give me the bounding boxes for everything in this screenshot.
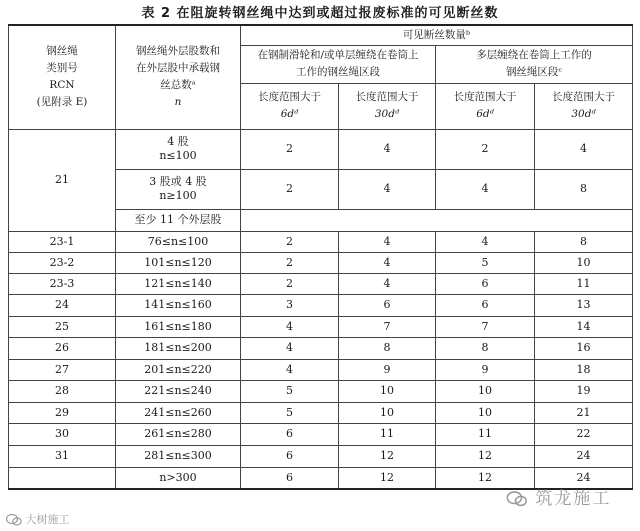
cell-value: 6: [241, 445, 339, 467]
cell-value: 13: [535, 294, 633, 316]
cell-value: 4: [339, 129, 436, 169]
cell-value: 10: [436, 380, 535, 402]
cell-value: 5: [436, 252, 535, 273]
cell-value: 6: [436, 294, 535, 316]
table-row: [9, 359, 633, 380]
table-row: [9, 316, 633, 337]
cell-strand-count: 161≤n≤180: [116, 316, 241, 337]
watermark-right: [506, 484, 611, 509]
cell-value: 8: [535, 169, 633, 209]
cell-value: 11: [339, 423, 436, 445]
cell-value: 4: [339, 252, 436, 273]
cell-strand-count: 181≤n≤200: [116, 337, 241, 359]
cell-value: 10: [436, 402, 535, 423]
cell-strand-count: 至少 11 个外层股: [116, 209, 241, 231]
cell-value: 2: [241, 252, 339, 273]
cell-value: 2: [241, 129, 339, 169]
cell-value: 8: [535, 231, 633, 252]
cell-rcn: 25: [9, 316, 116, 337]
cell-value: 6: [241, 423, 339, 445]
cell-strand-count: 221≤n≤240: [116, 380, 241, 402]
cell-rcn: 31: [9, 445, 116, 467]
cell-strand-count: 141≤n≤160: [116, 294, 241, 316]
cell-value: 6: [339, 294, 436, 316]
cell-rcn: 21: [9, 129, 116, 231]
header-group-single-layer: 在钢制滑轮和/或单层缠绕在卷筒上 工作的钢丝绳区段: [241, 45, 436, 83]
chat-bubble-icon: [506, 490, 528, 508]
watermark-left: [6, 511, 70, 527]
cell-value: 4: [339, 273, 436, 294]
cell-value: 11: [535, 273, 633, 294]
header-group-multi-layer: 多层缠绕在卷筒上工作的 钢丝绳区段ᶜ: [436, 45, 633, 83]
cell-value: 10: [339, 402, 436, 423]
cell-strand-count: 261≤n≤280: [116, 423, 241, 445]
chat-bubble-icon: [6, 513, 22, 527]
cell-value: 4: [436, 231, 535, 252]
table-row: [9, 402, 633, 423]
header-sub-6d-1: 长度范围大于 6dᵈ: [241, 83, 339, 129]
cell-rcn: 29: [9, 402, 116, 423]
cell-value: 9: [339, 359, 436, 380]
cell-value: 16: [535, 337, 633, 359]
header-sub-6d-2: 长度范围大于 6dᵈ: [436, 83, 535, 129]
cell-value: 24: [535, 445, 633, 467]
broken-wire-table: [8, 24, 633, 490]
watermark-right-text: 筑龙施工: [535, 489, 612, 509]
cell-value: 9: [436, 359, 535, 380]
cell-value: 19: [535, 380, 633, 402]
cell-rcn: 24: [9, 294, 116, 316]
cell-value: 4: [339, 169, 436, 209]
table-row: [9, 231, 633, 252]
cell-value: 6: [436, 273, 535, 294]
cell-rcn: 23-3: [9, 273, 116, 294]
cell-value: 4: [241, 359, 339, 380]
table-row: [9, 380, 633, 402]
cell-rcn: 23-2: [9, 252, 116, 273]
cell-strand-count: 4 股 n≤100: [116, 129, 241, 169]
cell-value: 6: [241, 467, 339, 489]
table-row: [9, 252, 633, 273]
cell-value: 12: [436, 467, 535, 489]
cell-value: 4: [535, 129, 633, 169]
cell-rcn: 26: [9, 337, 116, 359]
cell-value: 2: [436, 129, 535, 169]
cell-strand-count: 121≤n≤140: [116, 273, 241, 294]
cell-value: 8: [436, 337, 535, 359]
cell-value: 22: [535, 423, 633, 445]
cell-rcn: 28: [9, 380, 116, 402]
cell-value: 21: [535, 402, 633, 423]
cell-strand-count: 281≤n≤300: [116, 445, 241, 467]
cell-strand-count: 201≤n≤220: [116, 359, 241, 380]
watermark-left-text: 大树施工: [25, 513, 70, 526]
cell-strand-count: 241≤n≤260: [116, 402, 241, 423]
cell-value: 7: [436, 316, 535, 337]
cell-value: 12: [339, 467, 436, 489]
table-row: [9, 423, 633, 445]
cell-value: 4: [339, 231, 436, 252]
cell-strand-count: 101≤n≤120: [116, 252, 241, 273]
cell-value: 11: [436, 423, 535, 445]
cell-value: 12: [436, 445, 535, 467]
cell-value: 14: [535, 316, 633, 337]
cell-value: 3: [241, 294, 339, 316]
cell-value: 5: [241, 380, 339, 402]
cell-empty: [241, 209, 633, 231]
cell-value: 2: [241, 273, 339, 294]
cell-value: 2: [241, 231, 339, 252]
cell-value: 18: [535, 359, 633, 380]
header-strand-count: 钢丝绳外层股数和 在外层股中承载钢 丝总数ᵃ n: [116, 25, 241, 129]
cell-strand-count: n>300: [116, 467, 241, 489]
header-sub-30d-2: 长度范围大于 30dᵈ: [535, 83, 633, 129]
table-title: 表 2 在阻旋转钢丝绳中达到或超过报废标准的可见断丝数: [141, 6, 499, 21]
table-row: [9, 294, 633, 316]
table-row: [9, 129, 633, 169]
cell-value: 4: [436, 169, 535, 209]
cell-rcn: [9, 467, 116, 489]
cell-rcn: 27: [9, 359, 116, 380]
cell-strand-count: 76≤n≤100: [116, 231, 241, 252]
header-rcn: 钢丝绳 类别号 RCN (见附录 E): [9, 25, 116, 129]
cell-value: 10: [339, 380, 436, 402]
cell-value: 8: [339, 337, 436, 359]
cell-rcn: 30: [9, 423, 116, 445]
header-visible-broken-wires: 可见断丝数量ᵇ: [241, 25, 633, 45]
cell-value: 10: [535, 252, 633, 273]
cell-rcn: 23-1: [9, 231, 116, 252]
cell-value: 4: [241, 337, 339, 359]
cell-value: 24: [535, 467, 633, 489]
table-row: [9, 337, 633, 359]
cell-strand-count: 3 股或 4 股 n≥100: [116, 169, 241, 209]
header-sub-30d-1: 长度范围大于 30dᵈ: [339, 83, 436, 129]
cell-value: 2: [241, 169, 339, 209]
table-row: [9, 445, 633, 467]
cell-value: 12: [339, 445, 436, 467]
cell-value: 5: [241, 402, 339, 423]
table-row: [9, 273, 633, 294]
cell-value: 4: [241, 316, 339, 337]
cell-value: 7: [339, 316, 436, 337]
